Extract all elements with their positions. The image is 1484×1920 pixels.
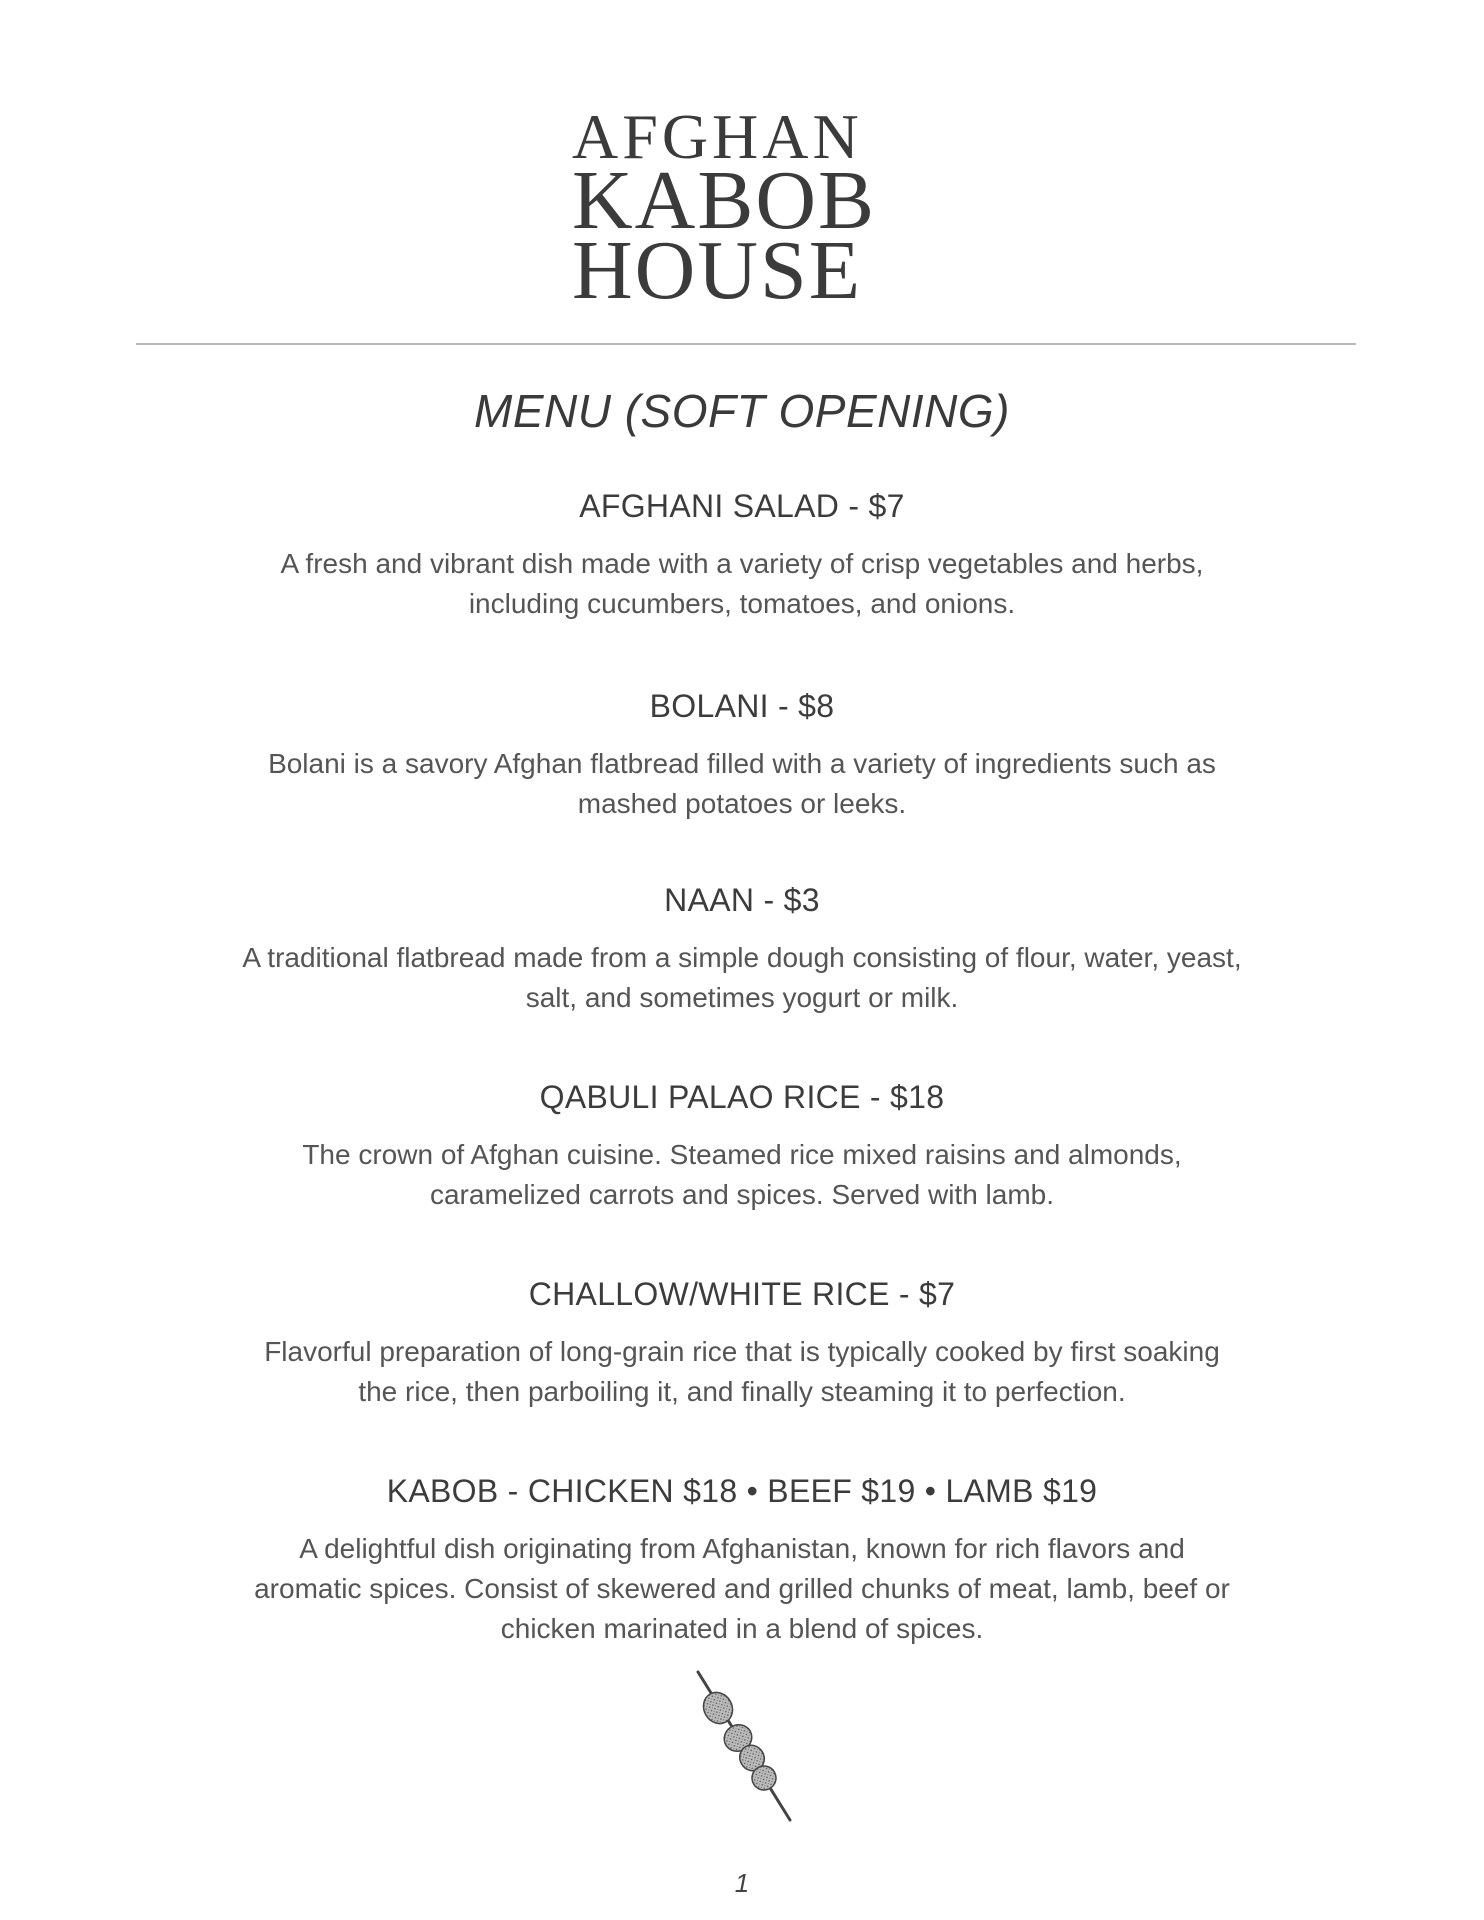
item-name: NAAN - $3 xyxy=(664,882,820,918)
page-number: 1 xyxy=(734,1868,750,1898)
item-description: A fresh and vibrant dish made with a variety of crisp vegetables and herbs, including cucumbers, tomatoes, and onions. xyxy=(280,548,1204,619)
item-name: CHALLOW/WHITE RICE - $7 xyxy=(528,1276,956,1312)
item-description: Flavorful preparation of long-grain rice that is typically cooked by first soaking the rice, then parboiling it, and finally steaming it to perfection. xyxy=(264,1336,1220,1407)
menu-item-bolani xyxy=(0,686,1484,824)
header-divider xyxy=(136,343,1356,345)
menu-item-challow-rice xyxy=(0,1274,1484,1412)
item-description: Bolani is a savory Afghan flatbread filled with a variety of ingredients such as mashed potatoes or leeks. xyxy=(268,748,1216,819)
item-name: BOLANI - $8 xyxy=(649,688,835,724)
menu-title: MENU (SOFT OPENING) xyxy=(474,385,1010,437)
item-description: A delightful dish originating from Afghanistan, known for rich flavors and aromatic spices. Consist of skewered and grilled chunks of meat, lamb, beef or chicken marinated in a blend of spices. xyxy=(254,1533,1230,1644)
logo-line-3: HOUSE xyxy=(572,224,863,317)
kabob-skewer-icon xyxy=(690,1670,800,1830)
restaurant-logo xyxy=(0,101,1484,317)
menu-item-afghani-salad xyxy=(0,486,1484,624)
item-name: QABULI PALAO RICE - $18 xyxy=(539,1079,945,1115)
item-description: A traditional flatbread made from a simple dough consisting of flour, water, yeast, salt, and sometimes yogurt or milk. xyxy=(242,942,1242,1013)
menu-item-qabuli-palao xyxy=(0,1077,1484,1215)
item-name: KABOB - CHICKEN $18 • BEEF $19 • LAMB $19 xyxy=(386,1473,1098,1509)
menu-item-kabob xyxy=(0,1471,1484,1649)
menu-item-naan xyxy=(0,880,1484,1018)
logo-line-2: KABOB xyxy=(572,154,877,247)
logo-line-1: AFGHAN xyxy=(572,101,863,172)
item-description: The crown of Afghan cuisine. Steamed rice mixed raisins and almonds, caramelized carrots and spices. Served with lamb. xyxy=(302,1139,1182,1210)
item-name: AFGHANI SALAD - $7 xyxy=(579,488,905,524)
